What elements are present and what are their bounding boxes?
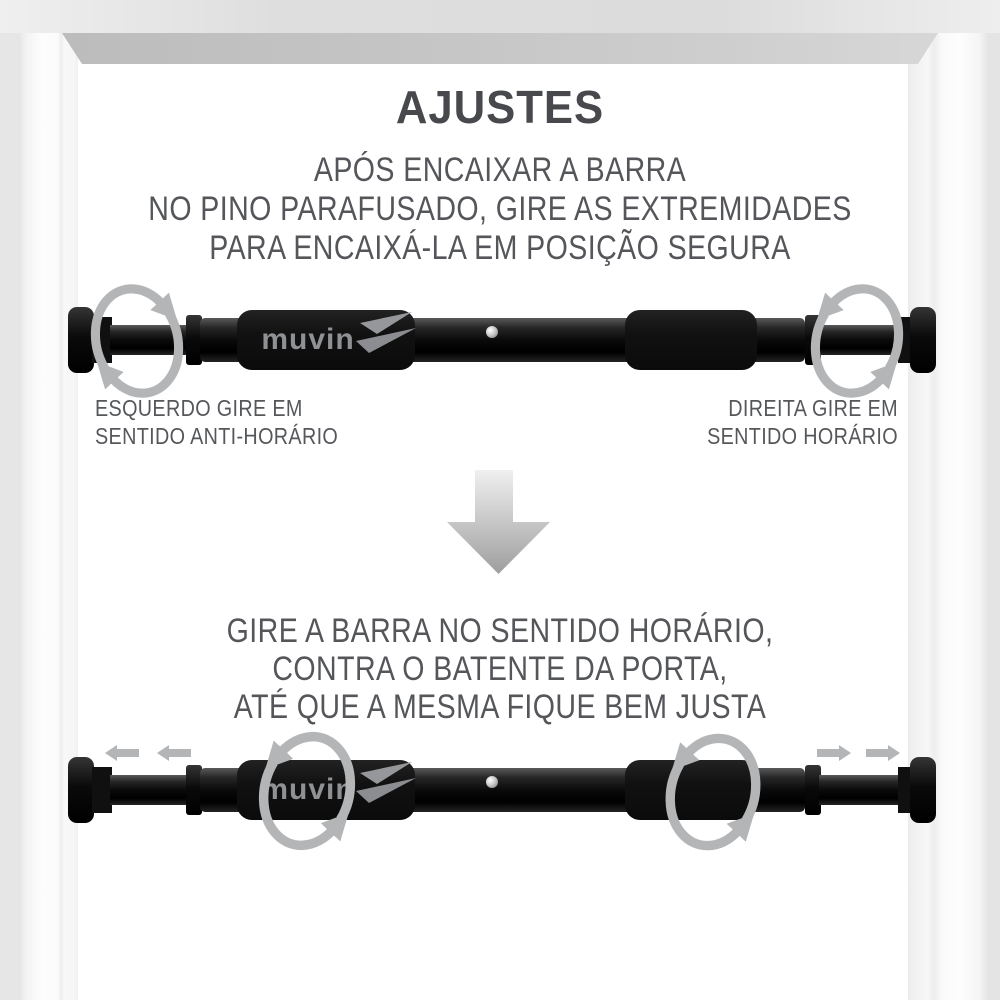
door-frame-top [0,0,1000,33]
down-block-arrow-icon [447,470,550,574]
page-title: AJUSTES [395,81,605,133]
instruction-line: PARA ENCAIXÁ-LA EM POSIÇÃO SEGURA [209,229,791,267]
step1-instructions [80,151,920,268]
rotation-arrows-right-grip-icon [650,719,776,865]
rotation-arrows-right-end-icon [796,270,918,412]
left-arrow-icon [157,745,191,761]
left-arrow-icon [105,745,139,761]
rotation-arrows-left-end-icon [76,270,198,412]
right-arrow-icon [866,745,900,761]
instruction-line: APÓS ENCAIXAR A BARRA [313,151,687,189]
step2-instructions [80,612,920,726]
instruction-line: NO PINO PARAFUSADO, GIRE AS EXTREMIDADES [148,190,852,228]
door-frame-right [908,0,1000,1000]
rotation-arrows-left-grip-icon [243,717,371,865]
instruction-line: CONTRA O BATENTE DA PORTA, [272,650,728,688]
door-frame-left [0,0,78,1000]
label-line: DIREITA GIRE EM [728,395,898,421]
label-line: SENTIDO ANTI-HORÁRIO [95,423,339,449]
right-arrow-icon [817,745,851,761]
door-top-reveal-shadow [62,33,938,64]
pullup-bar-step2-image [60,735,940,845]
label-line: SENTIDO HORÁRIO [707,423,898,449]
label-line: ESQUERDO GIRE EM [95,395,303,421]
instruction-line: ATÉ QUE A MESMA FIQUE BEM JUSTA [233,688,767,726]
instruction-line: GIRE A BARRA NO SENTIDO HORÁRIO, [226,612,774,650]
